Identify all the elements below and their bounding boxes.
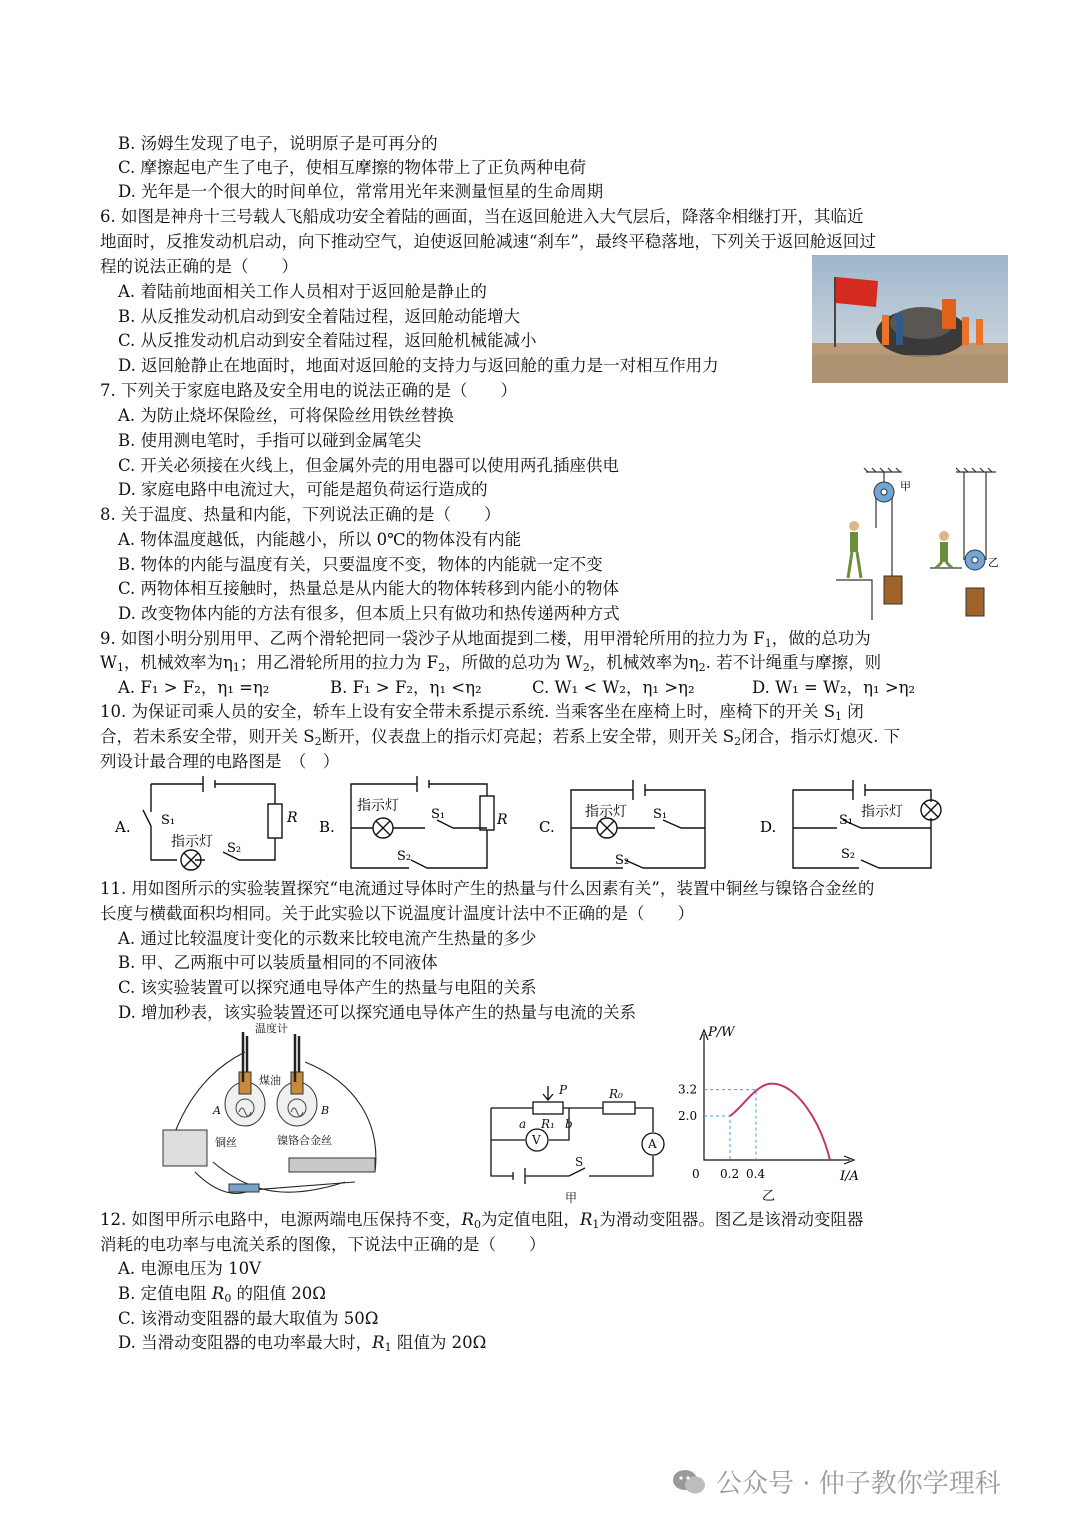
q8-option-b: B. 物体的内能与温度有关，只要温度不变，物体的内能就一定不变 [118, 555, 603, 574]
q12-option-b: B. 定值电阻 $R_0$ 的阻值 20Ω [118, 1284, 326, 1305]
heating-apparatus [155, 1022, 395, 1204]
q10-stem-1: 10. 为保证司乘人员的安全，轿车上设有安全带未系提示系统. 当乘客坐在座椅上时，座椅下的开关 $S_1$ 闭 [100, 702, 864, 723]
q11-stem-1: 11. 用如图所示的实验装置探究“电流通过导体时产生的热量与什么因素有关”，装置中铜丝与镍铬合金丝的 [100, 879, 875, 898]
q6-stem-3: 程的说法正确的是（ ） [100, 257, 298, 276]
svg-text:S₁: S₁ [839, 813, 854, 828]
svg-text:温度计: 温度计 [255, 1022, 288, 1035]
svg-text:S: S [575, 1155, 584, 1169]
svg-text:指示灯: 指示灯 [585, 804, 627, 820]
svg-text:S₁: S₁ [653, 807, 668, 822]
svg-text:指示灯: 指示灯 [171, 834, 213, 850]
q9-option-c: C. W₁ < W₂，η₁ >η₂ [532, 678, 695, 697]
q7-option-b: B. 使用测电笔时，手指可以碰到金属笔尖 [118, 431, 422, 450]
q8-stem: 8. 关于温度、热量和内能，下列说法正确的是（ ） [100, 505, 501, 524]
q12-stem-1: 12. 如图甲所示电路中，电源两端电压保持不变，$R_0$为定值电阻，$R_1$为滑动变阻器。图乙是该滑动变阻器 [100, 1210, 864, 1231]
q11-stem-2: 长度与横截面积均相同。关于此实验以下说温度计温度计法中不正确的是（ ） [100, 904, 694, 923]
q9-stem-1: 9. 如图小明分别用甲、乙两个滑轮把同一袋沙子从地面提到二楼，用甲滑轮所用的拉力为 $F_1$，做的总功为 [100, 629, 871, 650]
pulley-yi-label: 乙 [988, 556, 999, 569]
svg-text:铜丝: 铜丝 [215, 1136, 237, 1149]
q6-option-b: B. 从反推发动机启动到安全着陆过程，返回舱动能增大 [118, 307, 521, 326]
q5-option-b: B. 汤姆生发现了电子，说明原子是可再分的 [118, 134, 438, 153]
x-tick-label: 0.4 [746, 1167, 766, 1181]
svg-text:R: R [287, 810, 298, 826]
y-tick-label: 3.2 [678, 1082, 698, 1097]
q12-option-c: C. 该滑动变阻器的最大取值为 50Ω [118, 1309, 379, 1328]
q11-option-a: A. 通过比较温度计变化的示数来比较电流产生热量的多少 [118, 929, 537, 948]
svg-text:S₂: S₂ [841, 847, 856, 862]
q7-stem: 7. 下列关于家庭电路及安全用电的说法正确的是（ ） [100, 381, 517, 400]
svg-text:S₁: S₁ [431, 807, 446, 822]
power-current-chart [678, 1020, 870, 1208]
svg-text:S₂: S₂ [227, 841, 242, 856]
svg-text:b: b [565, 1117, 573, 1131]
q5-option-c: C. 摩擦起电产生了电子，使相互摩擦的物体带上了正负两种电荷 [118, 158, 587, 177]
pulley-jia-label: 甲 [900, 480, 911, 493]
q10-circuits [115, 772, 955, 876]
svg-text:R₀: R₀ [609, 1087, 623, 1101]
q11-option-c: C. 该实验装置可以探究通电导体产生的热量与电阻的关系 [118, 978, 537, 997]
chart-y-label: P/W [708, 1025, 735, 1040]
svg-text:R₁: R₁ [541, 1117, 555, 1131]
circuit-c-label: C. [539, 818, 555, 836]
circuit-a-label: A. [115, 818, 131, 836]
q6-stem-2: 地面时，反推发动机启动，向下推动空气，迫使返回舱减速“刹车”，最终平稳落地，下列关于返回舱返回过 [100, 232, 876, 251]
q12-option-d: D. 当滑动变阻器的电功率最大时，$R_1$ 阻值为 20Ω [118, 1333, 487, 1354]
q6-option-d: D. 返回舱静止在地面时，地面对返回舱的支持力与返回舱的重力是一对相互作用力 [118, 356, 719, 375]
q9-stem-2: $W_1$，机械效率为$\eta_1$；用乙滑轮所用的拉力为 $F_2$，所做的总功为 $W_2$，机械效率为$\eta_2$. 若不计绳重与摩擦，则 [100, 653, 882, 674]
svg-text:指示灯: 指示灯 [861, 804, 903, 820]
q6-option-c: C. 从反推发动机启动到安全着陆过程，返回舱机械能减小 [118, 331, 537, 350]
q7-option-c: C. 开关必须接在火线上，但金属外壳的用电器可以使用两孔插座供电 [118, 456, 620, 475]
wechat-icon [672, 1468, 706, 1496]
svg-text:P: P [559, 1083, 568, 1097]
q8-option-d: D. 改变物体内能的方法有很多，但本质上只有做功和热传递两种方式 [118, 604, 620, 623]
svg-text:a: a [519, 1117, 527, 1131]
watermark-text: 公众号 · 仲子教你学理科 [716, 1469, 1001, 1499]
x-tick-label: 0.2 [720, 1167, 740, 1181]
q9-option-a: A. F₁ > F₂，η₁ =η₂ [118, 678, 270, 697]
q11-option-b: B. 甲、乙两瓶中可以装质量相同的不同液体 [118, 953, 438, 972]
q10-stem-3: 列设计最合理的电路图是 （ ） [100, 752, 340, 771]
q9-option-b: B. F₁ > F₂，η₁ <η₂ [330, 678, 482, 697]
y-tick-label: 2.0 [678, 1109, 698, 1123]
q8-option-a: A. 物体温度越低，内能越小，所以 0℃的物体没有内能 [118, 530, 522, 549]
svg-text:S₂: S₂ [397, 849, 412, 864]
circuit-b-label: B. [319, 818, 335, 836]
svg-text:A: A [213, 1104, 221, 1117]
q12-stem-2: 消耗的电功率与电流关系的图像，下说法中正确的是（ ） [100, 1235, 546, 1254]
svg-text:B: B [321, 1104, 330, 1117]
q5-option-d: D. 光年是一个很大的时间单位，常常用光年来测量恒星的生命周期 [118, 182, 604, 201]
svg-text:镍铬合金丝: 镍铬合金丝 [277, 1134, 332, 1147]
svg-text:煤油: 煤油 [259, 1074, 281, 1087]
landing-photo [812, 255, 1008, 383]
q8-option-c: C. 两物体相互接触时，热量总是从内能大的物体转移到内能小的物体 [118, 579, 620, 598]
svg-text:S₁: S₁ [161, 813, 176, 828]
pulley-figure [836, 468, 1006, 620]
q12-option-a: A. 电源电压为 10V [118, 1259, 262, 1278]
power-curve [730, 1084, 830, 1160]
svg-text:指示灯: 指示灯 [357, 798, 399, 814]
q11-option-d: D. 增加秒表，该实验装置还可以探究通电导体产生的热量与电流的关系 [118, 1003, 637, 1022]
guide-line-1 [704, 1090, 756, 1160]
guide-line-0 [704, 1116, 730, 1160]
watermark [672, 1463, 1001, 1500]
chart-caption: 乙 [762, 1189, 776, 1204]
svg-text:A: A [648, 1137, 657, 1151]
q6-stem-1: 6. 如图是神舟十三号载人飞船成功安全着陆的画面，当在返回舱进入大气层后，降落伞相继打开，其临近 [100, 207, 864, 226]
svg-text:甲: 甲 [565, 1191, 578, 1205]
circuit-jia [485, 1078, 670, 1208]
q6-option-a: A. 着陆前地面相关工作人员相对于返回舱是静止的 [118, 282, 487, 301]
q7-option-d: D. 家庭电路中电流过大，可能是超负荷运行造成的 [118, 480, 488, 499]
x-tick-label: 0 [692, 1167, 700, 1181]
svg-text:S₂: S₂ [615, 853, 630, 868]
svg-text:R: R [497, 812, 508, 828]
q10-stem-2: 合，若未系安全带，则开关 $S_2$断开，仪表盘上的指示灯亮起；若系上安全带，则开关 $S_2$闭合，指示灯熄灭. 下 [100, 727, 901, 748]
q9-option-d: D. W₁ = W₂，η₁ >η₂ [752, 678, 916, 697]
q7-option-a: A. 为防止烧坏保险丝，可将保险丝用铁丝替换 [118, 406, 454, 425]
circuit-d-label: D. [760, 818, 777, 836]
chart-x-label: I/A [840, 1169, 859, 1184]
svg-text:V: V [532, 1133, 541, 1147]
